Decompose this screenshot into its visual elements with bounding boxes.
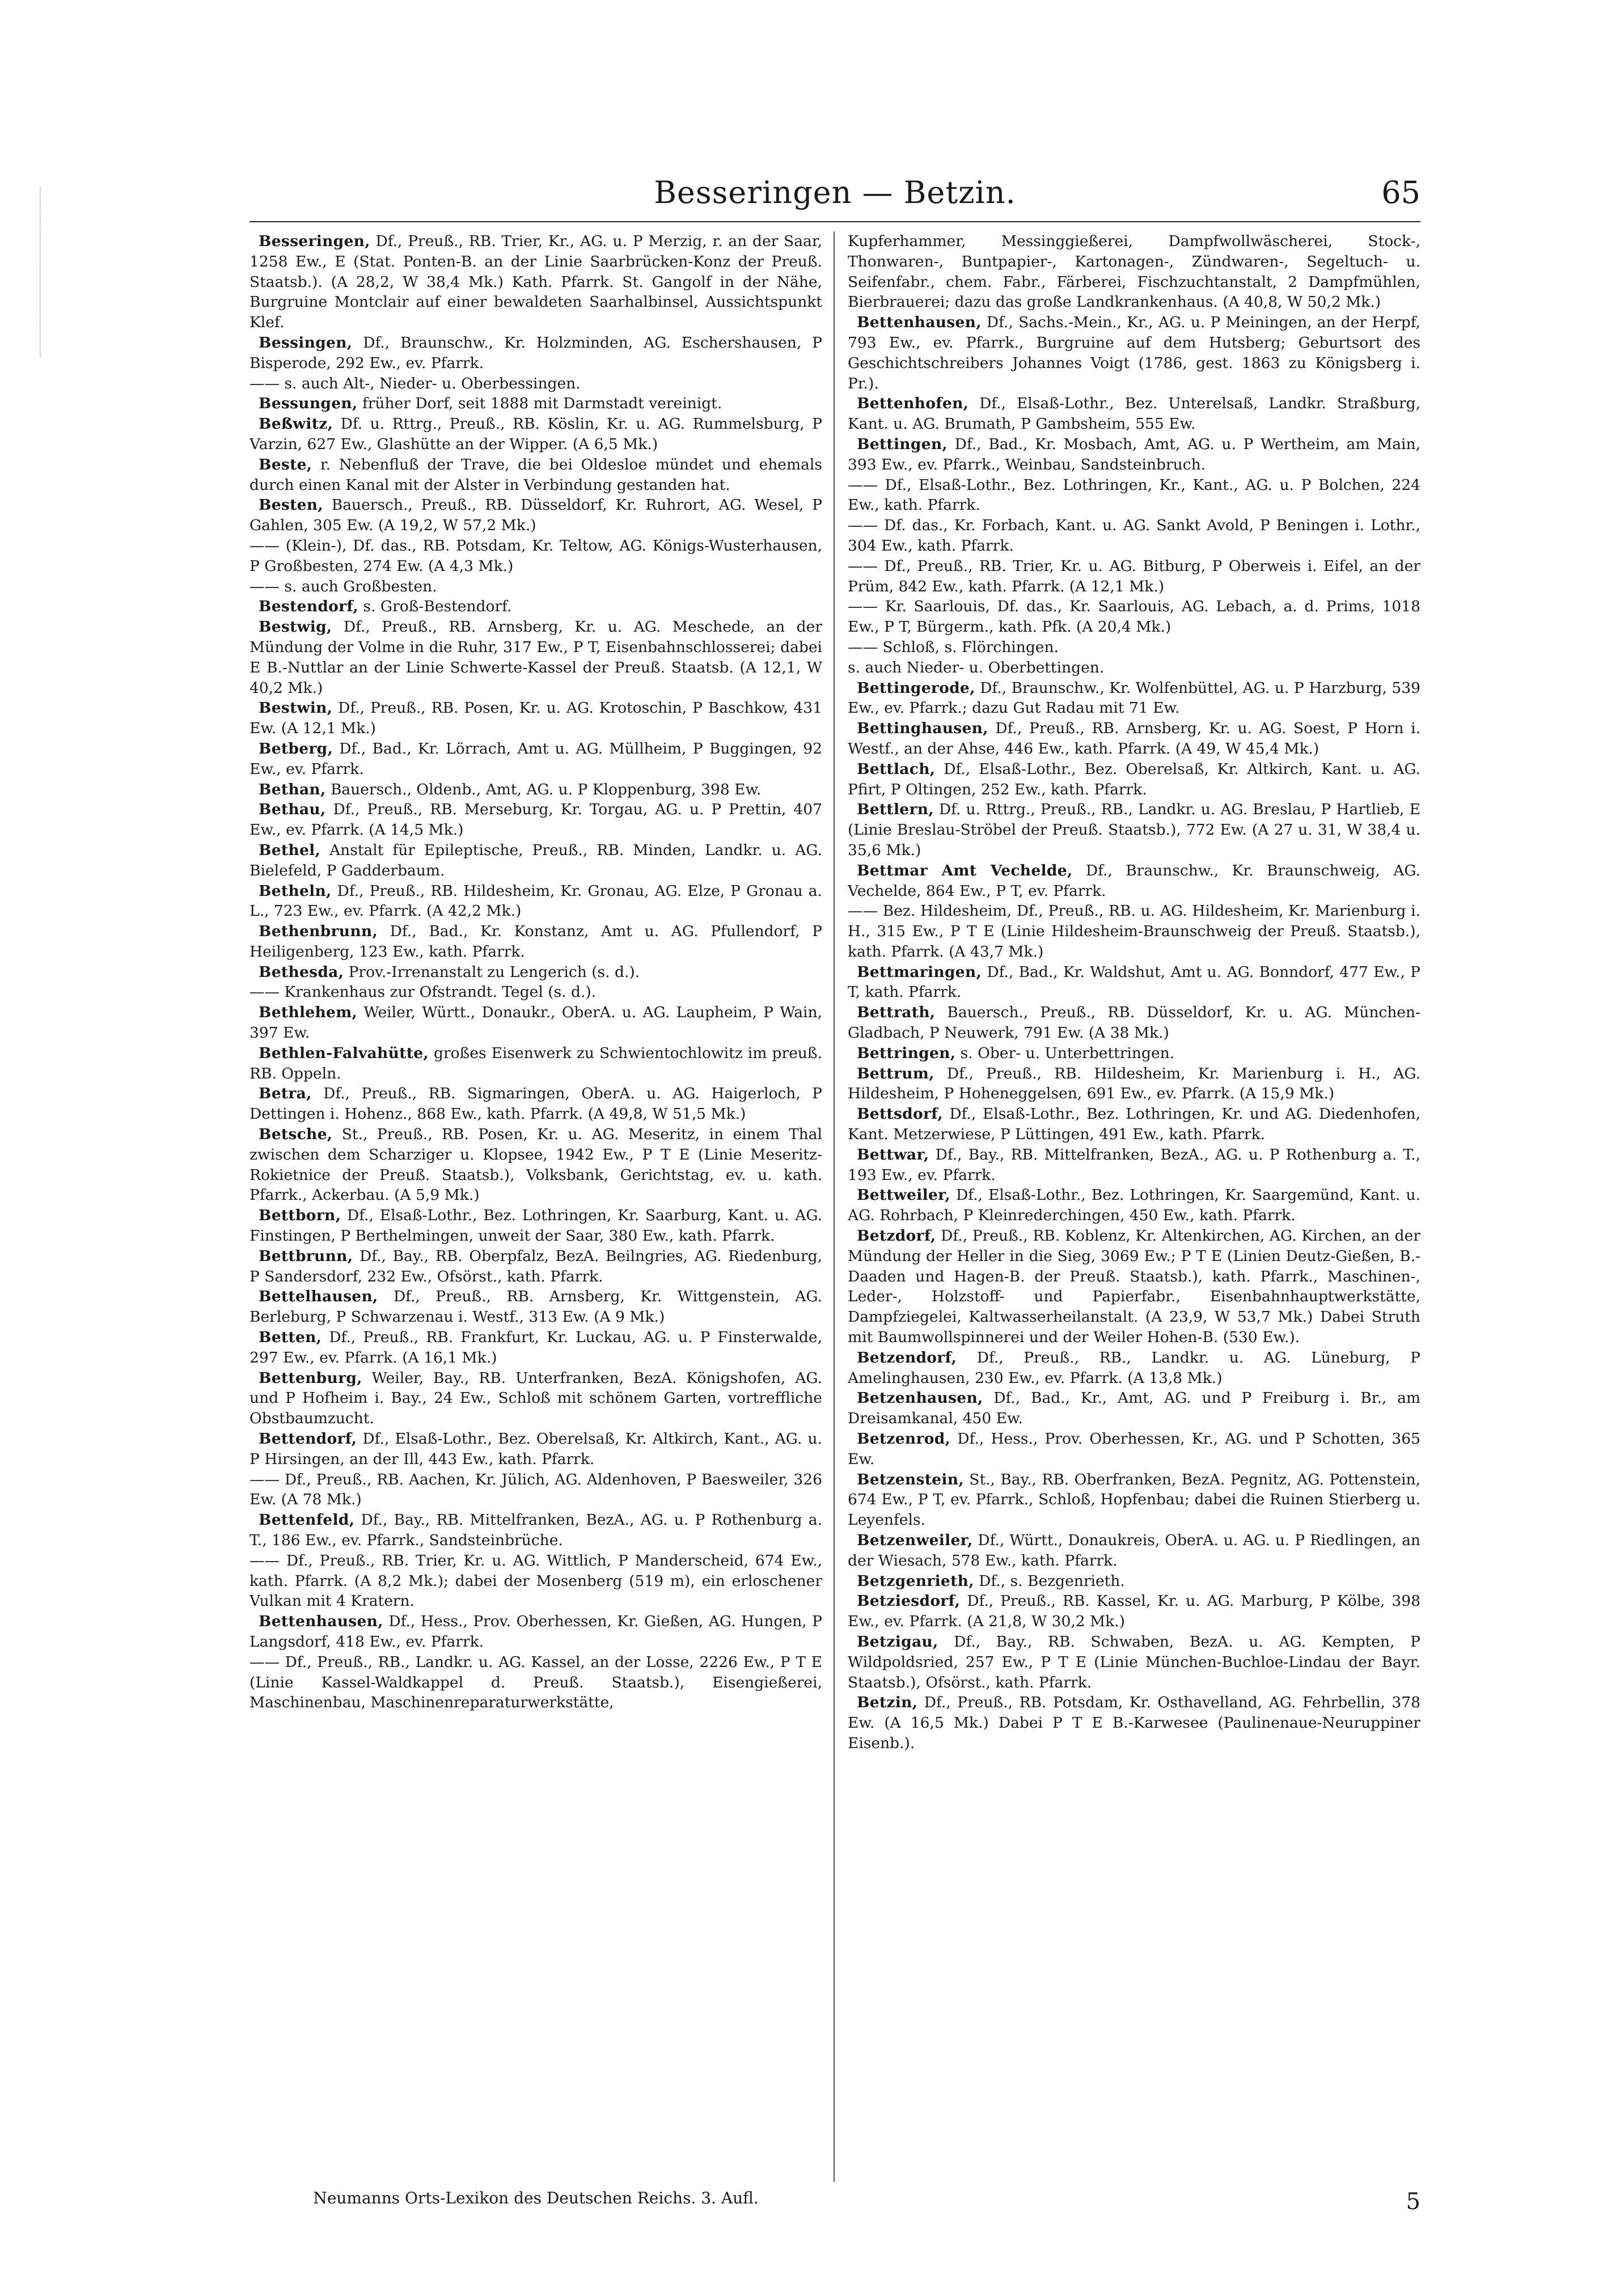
entry-headword: Betzdorf, (857, 1227, 936, 1245)
dictionary-entry (848, 556, 1420, 597)
entry-text: Prov.-Irrenanstalt zu Lengerich (s. d.). (344, 963, 640, 981)
entry-text: Df., Preuß., RB. Hildesheim, Kr. Gronau, AG. Elze, P Gronau a. L., 723 Ew., ev. Pfarrk. (A 42,2 Mk.) (249, 882, 822, 920)
dictionary-entry (848, 596, 1420, 637)
entry-headword: Besseringen, (259, 232, 370, 250)
entry-text: Weiler, Württ., Donaukr., OberA. u. AG. Laupheim, P Wain, 397 Ew. (249, 1004, 822, 1042)
entry-text: Df., Preuß., RB. Hildesheim, Kr. Marienburg i. H., AG. Hildesheim, P Hoheneggelsen, 691 Ew., ev. Pfarrk. (A 15,9 Mk.) (848, 1064, 1420, 1103)
entry-headword: Bettenhausen, (857, 314, 982, 332)
entry-text: Kupferhammer, Messinggießerei, Dampfwollwäscherei, Stock-, Thonwaren-, Buntpapier-, Kartonagen-, Zündwaren-, Segeltuch- u. Seifenfabr., chem. Fabr., Färberei, Fischzuchtanstalt, 2 Dampfmühlen, Bierbrauerei; dazu das große Landkrankenhaus. (A 40,8, W 50,2 Mk.) (848, 232, 1420, 311)
dictionary-entry (249, 414, 822, 455)
entry-text: Df., Bay., RB. Mittelfranken, BezA., AG. u. P Rothenburg a. T., 193 Ew., ev. Pfarrk. (848, 1145, 1420, 1184)
entry-headword: Bettingen, (857, 435, 948, 453)
entry-text: St., Bay., RB. Oberfranken, BezA. Pegnitz, AG. Pottenstein, 674 Ew., P T, ev. Pfarrk., Schloß, Hopfenbau; dabei die Ruinen Stierberg u. Leyenfels. (848, 1470, 1420, 1529)
footer-imprint: Neumanns Orts-Lexikon des Deutschen Reichs. 3. Aufl. (313, 2189, 759, 2207)
entry-headword: Betzendorf, (857, 1348, 957, 1367)
entry-text: Df., Bad., Kr., Amt, AG. und P Freiburg i. Br., am Dreisamkanal, 450 Ew. (848, 1389, 1420, 1428)
entry-text: Df., Preuß., RB. Frankfurt, Kr. Luckau, AG. u. P Finsterwalde, 297 Ew., ev. Pfarrk. (A 16,1 Mk.) (249, 1329, 822, 1367)
dictionary-entry (249, 1002, 822, 1043)
entry-text: Df., Preuß., RB. Sigmaringen, OberA. u. AG. Haigerloch, P Dettingen i. Hohenz., 868 Ew., kath. Pfarrk. (A 49,8, W 51,5 Mk.) (249, 1085, 822, 1123)
entry-headword: Bettinghausen, (857, 720, 988, 738)
dictionary-entry (249, 1652, 822, 1713)
entry-text: Df., Elsaß-Lothr., Bez. Oberelsaß, Kr. Altkirch, Kant., AG. u. P Hirsingen, an der Ill, 443 Ew., kath. Pfarrk. (249, 1430, 822, 1468)
right-column (848, 231, 1420, 2182)
dictionary-entry (249, 374, 822, 394)
entry-headword: Betziesdorf, (857, 1592, 961, 1610)
dictionary-entry (848, 1470, 1420, 1530)
entry-text: s. Ober- u. Unterbettringen. (955, 1044, 1175, 1062)
dictionary-entry (848, 962, 1420, 1003)
page-header (249, 164, 1420, 218)
entry-headword: Beste, (259, 455, 312, 473)
dictionary-entry (848, 515, 1420, 556)
entry-text: Df., Preuß., RB. Arnsberg, Kr. Wittgenstein, AG. Berleburg, P Schwarzenau i. Westf., 313 Ew. (A 9 Mk.) (249, 1288, 822, 1326)
entry-text: Df., s. Bezgenrieth. (974, 1572, 1125, 1590)
entry-headword: Bestendorf, (259, 598, 359, 616)
entry-text: —— (Klein-), Df. das., RB. Potsdam, Kr. Teltow, AG. Königs-Wusterhausen, P Großbesten, 274 Ew. (A 4,3 Mk.) (249, 536, 822, 575)
entry-headword: Bettingerode, (857, 679, 975, 697)
dictionary-entry (249, 921, 822, 962)
dictionary-entry (848, 1226, 1420, 1348)
entry-headword: Bettweiler, (857, 1186, 950, 1204)
dictionary-entry (249, 739, 822, 780)
dictionary-entry (848, 678, 1420, 719)
page (249, 164, 1420, 2228)
entry-text: Df., Braunschw., Kr. Braunschweig, AG. Vechelde, 864 Ew., P T, ev. Pfarrk. (848, 861, 1420, 900)
entry-headword: Betzenstein, (857, 1470, 964, 1488)
dictionary-entry (848, 1002, 1420, 1043)
entry-text: Df., Braunschw., Kr. Holzminden, AG. Eschershausen, P Bisperode, 292 Ew., ev. Pfarrk. (249, 333, 822, 372)
entry-text: —— Kr. Saarlouis, Df. das., Kr. Saarlouis, AG. Lebach, a. d. Prims, 1018 Ew., P T, Bürgerm., kath. Pfk. (A 20,4 Mk.) (848, 598, 1420, 636)
dictionary-entry (249, 1368, 822, 1429)
entry-text: Df., Preuß., RB. Koblenz, Kr. Altenkirchen, AG. Kirchen, an der Mündung der Heller in die Sieg, 3069 Ew.; P T E (Linien Deutz-Gießen, B.-Daaden und Hagen-B. der Preuß. Staatsb.), kath. Pfarrk., Maschinen-, Leder-, Holzstoff- und Papierfabr., Eisenbahnhauptwerkstätte, Dampfziegelei, Kaltwasserheilanstalt. (A 23,9, W 53,7 Mk.) Dabei Struth mit Baumwollspinnerei und der Weiler Hohen-B. (530 Ew.). (848, 1227, 1420, 1347)
entry-text: Df., Preuß., RB. Arnsberg, Kr. u. AG. Soest, P Horn i. Westf., an der Ahse, 446 Ew., kath. Pfarrk. (A 49, W 45,4 Mk.) (848, 720, 1420, 758)
entry-text: Df., Bay., RB. Mittelfranken, BezA., AG. u. P Rothenburg a. T., 186 Ew., ev. Pfarrk., Sandsteinbrüche. (249, 1511, 822, 1549)
entry-headword: Bethel, (259, 841, 321, 859)
entry-headword: Bethesda, (259, 963, 344, 981)
page-number: 65 (1381, 175, 1420, 210)
dictionary-entry (848, 434, 1420, 475)
dictionary-entry (249, 982, 822, 1002)
entry-headword: Bettmaringen, (857, 963, 982, 981)
dictionary-entry (249, 1510, 822, 1551)
dictionary-entry (848, 475, 1420, 516)
running-title: Besseringen — Betzin. (654, 175, 1016, 210)
dictionary-entry (249, 799, 822, 840)
dictionary-entry (848, 1043, 1420, 1064)
entry-text: s. Groß-Bestendorf. (358, 598, 512, 616)
dictionary-entry (249, 698, 822, 739)
entry-headword: Betzenrod, (857, 1430, 951, 1448)
entry-text: großes Eisenwerk zu Schwientochlowitz im preuß. RB. Oppeln. (249, 1044, 822, 1082)
entry-text: Df., Bay., RB. Schwaben, BezA. u. AG. Kempten, P Wildpoldsried, 257 Ew., P T E (Linie München-Buchloe-Lindau der Bayr. Staatsb.), Ofsörst., kath. Pfarrk. (848, 1632, 1420, 1691)
entry-headword: Bettenburg, (259, 1369, 362, 1387)
dictionary-entry (848, 231, 1420, 312)
entry-text: Df., Bay., RB. Oberpfalz, BezA. Beilngries, AG. Riedenburg, P Sandersdorf, 232 Ew., Ofsörst., kath. Pfarrk. (249, 1247, 822, 1285)
entry-text: Df., Elsaß-Lothr., Bez. Lothringen, Kr. Saarburg, Kant. u. AG. Finstingen, P Berthelmingen, unweit der Saar, 380 Ew., kath. Pfarrk. (249, 1207, 822, 1245)
entry-text: Df., Preuß., RB., Landkr. u. AG. Lüneburg, P Amelinghausen, 230 Ew., ev. Pfarrk. (A 13,8 Mk.) (848, 1348, 1420, 1387)
entry-headword: Bettlern, (857, 801, 934, 819)
dictionary-entry (848, 312, 1420, 394)
entry-headword: Betzigau, (857, 1632, 938, 1651)
entry-text: Df., Bad., Kr. Konstanz, Amt u. AG. Pfullendorf, P Heiligenberg, 123 Ew., kath. Pfarrk. (249, 923, 822, 961)
entry-headword: Betzgenrieth, (857, 1572, 974, 1590)
dictionary-entry (848, 1064, 1420, 1105)
entry-headword: Bethlen-Falvahütte, (259, 1044, 429, 1062)
entry-headword: Betra, (259, 1085, 312, 1103)
entry-text: —— Df., Preuß., RB. Trier, Kr. u. AG. Bitburg, P Oberweis i. Eifel, an der Prüm, 842 Ew., kath. Pfarrk. (A 12,1 Mk.) (848, 557, 1420, 595)
dictionary-entry (848, 1348, 1420, 1389)
entry-text: Bauersch., Preuß., RB. Düsseldorf, Kr. u. AG. München-Gladbach, P Neuwerk, 791 Ew. (A 38 Mk.) (848, 1004, 1420, 1042)
dictionary-entry (848, 1693, 1420, 1753)
dictionary-entry (249, 333, 822, 374)
entry-headword: Bettelhausen, (259, 1288, 378, 1306)
entry-text: Df., Sachs.-Mein., Kr., AG. u. P Meiningen, an der Herpf, 793 Ew., ev. Pfarrk., Burgruine auf dem Hutsberg; Geburtsort des Geschichtschreibers Johannes Voigt (1786, gest. 1863 zu Königsberg i. Pr.). (848, 314, 1420, 392)
entry-text: Df., Elsaß-Lothr., Bez. Lothringen, Kr. Saargemünd, Kant. u. AG. Rohrbach, P Kleinrederchingen, 450 Ew., kath. Pfarrk. (848, 1186, 1420, 1225)
entry-headword: Bettenfeld, (259, 1511, 355, 1529)
entry-text: Anstalt für Epileptische, Preuß., RB. Minden, Landkr. u. AG. Bielefeld, P Gadderbaum. (249, 841, 822, 879)
dictionary-entry (249, 1327, 822, 1368)
entry-headword: Betzenhausen, (857, 1389, 983, 1407)
entry-text: —— Schloß, s. Flörchingen. (848, 638, 1059, 656)
dictionary-entry (848, 1145, 1420, 1186)
dictionary-entry (848, 718, 1420, 759)
entry-text: Df., Elsaß-Lothr., Bez. Oberelsaß, Kr. Altkirch, Kant. u. AG. Pfirt, P Oltingen, 252 Ew., kath. Pfarrk. (848, 760, 1420, 798)
entry-text: Df., Braunschw., Kr. Wolfenbüttel, AG. u. P Harzburg, 539 Ew., ev. Pfarrk.; dazu Gut Radau mit 71 Ew. (848, 679, 1420, 717)
entry-text: Df., Preuß., RB. Potsdam, Kr. Osthavelland, AG. Fehrbellin, 378 Ew. (A 16,5 Mk.) Dabei P T E B.-Karwesee (Paulinenaue-Neuruppiner Eisenb.). (848, 1694, 1420, 1752)
dictionary-entry (249, 231, 822, 333)
dictionary-entry (249, 1429, 822, 1470)
entry-headword: Betten, (259, 1329, 322, 1347)
dictionary-entry (249, 536, 822, 577)
entry-headword: Bettmar Amt Vechelde, (857, 861, 1073, 879)
entry-headword: Bettringen, (857, 1044, 956, 1062)
entry-text: Bauersch., Preuß., RB. Düsseldorf, Kr. Ruhrort, AG. Wesel, P Gahlen, 305 Ew. (A 19,2, W 57,2 Mk.) (249, 496, 822, 535)
entry-headword: Betzin, (857, 1694, 918, 1712)
entry-text: —— Df., Preuß., RB., Landkr. u. AG. Kassel, an der Losse, 2226 Ew., P T E (Linie Kassel-Waldkappel d. Preuß. Staatsb.), Eisengießerei, Maschinenbau, Maschinenreparaturwerkstätte, (249, 1653, 822, 1712)
entry-headword: Bettwar, (857, 1145, 929, 1164)
entry-text: Df., Bad., Kr. Waldshut, Amt u. AG. Bonndorf, 477 Ew., P T, kath. Pfarrk. (848, 963, 1420, 1001)
dictionary-entry (249, 881, 822, 922)
header-rule (249, 221, 1420, 222)
dictionary-entry (848, 1632, 1420, 1693)
entry-text: Df., Elsaß-Lothr., Bez. Unterelsaß, Landkr. Straßburg, Kant. u. AG. Brumath, P Gambsheim, 555 Ew. (848, 395, 1420, 433)
dictionary-entry (848, 759, 1420, 800)
entry-text: —— s. auch Großbesten. (249, 577, 437, 595)
dictionary-entry (249, 1124, 822, 1205)
dictionary-entry (249, 394, 822, 414)
entry-headword: Betsche, (259, 1126, 333, 1144)
entry-text: —— Df., Elsaß-Lothr., Bez. Lothringen, Kr., Kant., AG. u. P Bolchen, 224 Ew., kath. Pfarrk. (848, 476, 1420, 514)
entry-text: Df., Elsaß-Lothr., Bez. Lothringen, Kr. und AG. Diedenhofen, Kant. Metzerwiese, P Lüttingen, 491 Ew., kath. Pfarrk. (848, 1105, 1420, 1144)
entry-text: Df., Hess., Prov. Oberhessen, Kr. Gießen, AG. Hungen, P Langsdorf, 418 Ew., ev. Pfarrk. (249, 1613, 822, 1651)
entry-headword: Bettsdorf, (857, 1105, 943, 1123)
entry-headword: Bettrum, (857, 1064, 934, 1082)
entry-headword: Bestwin, (259, 699, 333, 717)
entry-text: Df., Bad., Kr. Lörrach, Amt u. AG. Müllheim, P Buggingen, 92 Ew., ev. Pfarrk. (249, 739, 822, 778)
dictionary-entry (848, 799, 1420, 860)
entry-headword: Bethlehem, (259, 1004, 358, 1022)
entry-headword: Bettborn, (259, 1207, 341, 1225)
entry-text: früher Dorf, seit 1888 mit Darmstadt vereinigt. (357, 395, 722, 413)
entry-headword: Betzenweiler, (857, 1532, 973, 1549)
entry-text: Df. u. Rttrg., Preuß., RB. Köslin, Kr. u. AG. Rummelsburg, P Varzin, 627 Ew., Glashütte an der Wipper. (A 6,5 Mk.) (249, 415, 822, 453)
dictionary-entry (249, 1246, 822, 1287)
entry-text: Df., Hess., Prov. Oberhessen, Kr., AG. und P Schotten, 365 Ew. (848, 1430, 1420, 1468)
dictionary-entry (249, 617, 822, 698)
dictionary-entry (249, 577, 822, 597)
entry-text: —— Bez. Hildesheim, Df., Preuß., RB. u. AG. Hildesheim, Kr. Marienburg i. H., 315 Ew., P T E (Linie Hildesheim-Braunschweig der Preuß. Staatsb.), kath. Pfarrk. (A 43,7 Mk.) (848, 902, 1420, 961)
entry-text: Df., Preuß., RB. Arnsberg, Kr. u. AG. Meschede, an der Mündung der Volme in die Ruhr, 317 Ew., P T, Eisenbahnschlosserei; dabei E B.-Nuttlar an der Linie Schwerte-Kassel der Preuß. Staatsb. (A 12,1, W 40,2 Mk.) (249, 618, 822, 697)
entry-text: s. auch Nieder- u. Oberbettingen. (848, 658, 1105, 676)
entry-text: —— s. auch Alt-, Nieder- u. Oberbessingen. (249, 374, 581, 392)
sheet-signature: 5 (1406, 2189, 1420, 2215)
left-column (249, 231, 822, 2182)
entry-headword: Bethau, (259, 801, 326, 819)
entry-text: Df., Preuß., RB. Kassel, Kr. u. AG. Marburg, P Kölbe, 398 Ew., ev. Pfarrk. (A 21,8, W 30,2 Mk.) (848, 1592, 1420, 1631)
dictionary-entry (848, 1429, 1420, 1470)
entry-text: —— Df. das., Kr. Forbach, Kant. u. AG. Sankt Avold, P Beningen i. Lothr., 304 Ew., kath. Pfarrk. (848, 517, 1420, 555)
entry-text: Df. u. Rttrg., Preuß., RB., Landkr. u. AG. Breslau, P Hartlieb, E (Linie Breslau-Ströbel der Preuß. Staatsb.), 772 Ew. (A 27 u. 31, W 38,4 u. 35,6 Mk.) (848, 801, 1420, 859)
entry-headword: Bettlach, (857, 760, 936, 778)
entry-headword: Bessungen, (259, 395, 358, 413)
entry-text: Df., Württ., Donaukreis, OberA. u. AG. u. P Riedlingen, an der Wiesach, 578 Ew., kath. Pfarrk. (848, 1532, 1420, 1569)
entry-text: —— Krankenhaus zur Ofstrandt. Tegel (s. d.). (249, 983, 597, 1001)
entry-headword: Beßwitz, (259, 415, 333, 433)
entry-headword: Bettbrunn, (259, 1247, 353, 1265)
dictionary-entry (249, 1084, 822, 1124)
dictionary-entry (249, 455, 822, 496)
entry-headword: Bettenhausen, (259, 1613, 383, 1631)
dictionary-entry (848, 394, 1420, 434)
dictionary-entry (848, 1571, 1420, 1592)
entry-text: St., Preuß., RB. Posen, Kr. u. AG. Meseritz, in einem Thal zwischen dem Scharziger u. Klopsee, 1942 Ew., P T E (Linie Meseritz-Rokietnice der Preuß. Staatsb.), Volksbank, Gerichtstag, ev. u. kath. Pfarrk., Ackerbau. (A 5,9 Mk.) (249, 1126, 822, 1204)
dictionary-entry (848, 1530, 1420, 1571)
dictionary-entry (249, 962, 822, 983)
entry-text: Weiler, Bay., RB. Unterfranken, BezA. Königshofen, AG. und P Hofheim i. Bay., 24 Ew., Schloß mit schönem Garten, vortreffliche Obstbaumzucht. (249, 1369, 822, 1428)
entry-headword: Bettendorf, (259, 1430, 357, 1448)
dictionary-entry (249, 1470, 822, 1511)
entry-text: Df., Preuß., RB. Merseburg, Kr. Torgau, AG. u. P Prettin, 407 Ew., ev. Pfarrk. (A 14,5 Mk.) (249, 801, 822, 839)
dictionary-entry (249, 495, 822, 536)
entry-text: Df., Preuß., RB. Trier, Kr., AG. u. P Merzig, r. an der Saar, 1258 Ew., E (Stat. Ponten-B. an der Linie Saarbrücken-Konz der Preuß. Staatsb.). (A 28,2, W 38,4 Mk.) Kath. Pfarrk. St. Gangolf in der Nähe, Burgruine Montclair auf einer bewaldeten Saarhalbinsel, Aussichtspunkt Klef. (249, 232, 822, 332)
entry-headword: Bettrath, (857, 1004, 936, 1022)
dictionary-entry (848, 861, 1420, 902)
entry-headword: Bethan, (259, 780, 326, 798)
entry-text: —— Df., Preuß., RB. Aachen, Kr. Jülich, AG. Aldenhoven, P Baesweiler, 326 Ew. (A 78 Mk.) (249, 1470, 822, 1509)
dictionary-entry (848, 1591, 1420, 1632)
dictionary-entry (848, 1388, 1420, 1429)
dictionary-entry (249, 840, 822, 881)
dictionary-entry (848, 1104, 1420, 1145)
dictionary-entry (848, 1185, 1420, 1226)
entry-text: Df., Preuß., RB. Posen, Kr. u. AG. Krotoschin, P Baschkow, 431 Ew. (A 12,1 Mk.) (249, 699, 822, 738)
scan-edge-marks (40, 187, 43, 357)
entry-headword: Besten, (259, 496, 323, 514)
dictionary-entry (249, 1043, 822, 1084)
dictionary-entry (249, 1205, 822, 1246)
dictionary-entry (249, 1611, 822, 1652)
dictionary-entry (249, 1287, 822, 1327)
entry-headword: Betberg, (259, 739, 333, 758)
entry-text: r. Nebenfluß der Trave, die bei Oldesloe mündet und ehemals durch einen Kanal mit der Alster in Verbindung gestanden hat. (249, 455, 822, 494)
entry-text: —— Df., Preuß., RB. Trier, Kr. u. AG. Wittlich, P Manderscheid, 674 Ew., kath. Pfarrk. (A 8,2 Mk.); dabei der Mosenberg (519 m), ein erloschener Vulkan mit 4 Kratern. (249, 1551, 822, 1610)
entry-headword: Bettenhofen, (857, 395, 969, 413)
dictionary-entry (848, 637, 1420, 658)
dictionary-entry (249, 780, 822, 800)
dictionary-entry (848, 658, 1420, 678)
entry-text: Bauersch., Oldenb., Amt, AG. u. P Kloppenburg, 398 Ew. (325, 780, 762, 798)
dictionary-entry (249, 596, 822, 617)
dictionary-entry (848, 901, 1420, 962)
dictionary-entry (249, 1551, 822, 1611)
entry-headword: Bessingen, (259, 333, 353, 352)
entry-headword: Bestwig, (259, 618, 332, 636)
entry-text: Df., Bad., Kr. Mosbach, Amt, AG. u. P Wertheim, am Main, 393 Ew., ev. Pfarrk., Weinbau, Sandsteinbruch. (848, 435, 1420, 473)
column-divider (834, 231, 835, 2182)
entry-headword: Bethenbrunn, (259, 923, 378, 941)
entry-headword: Betheln, (259, 882, 332, 900)
